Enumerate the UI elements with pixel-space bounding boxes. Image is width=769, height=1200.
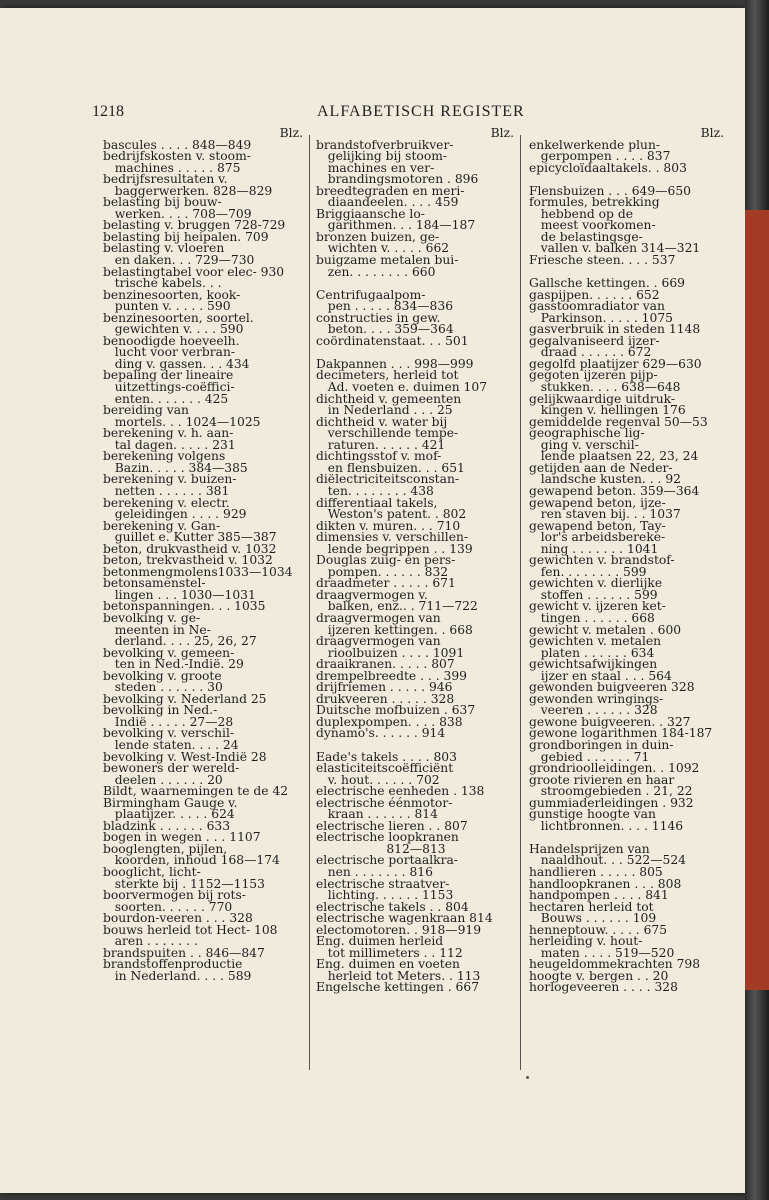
index-entry: electrische wagenkraan 814	[316, 911, 493, 926]
index-entry: duplexpompen. . . . 838	[316, 714, 463, 729]
index-entry: gerpompen . . . . 837	[529, 149, 671, 164]
index-entry: electrische éénmotor-	[316, 795, 453, 810]
index-entry: Parkinson. . . . . 1075	[529, 310, 673, 325]
index-entry: herleiding v. hout-	[529, 934, 643, 949]
index-entry: landsche kusten. . . 92	[529, 472, 682, 487]
index-entry: lende plaatsen 22, 23, 24	[529, 449, 699, 464]
index-entry: betonsamenstel-	[103, 576, 206, 591]
index-entry: dichtingsstof v. mof-	[316, 449, 442, 464]
index-entry: gaspijpen. . . . . . 652	[529, 287, 660, 302]
index-entry: Eade's takels . . . . 803	[316, 749, 457, 764]
index-entry: stukken. . . . 638—648	[529, 380, 681, 395]
index-entry: berekening v. buizen-	[103, 472, 237, 487]
index-entry: netten . . . . . . 381	[103, 483, 230, 498]
index-entry: dimensies v. verschillen-	[316, 530, 469, 545]
index-entry: bewoners der wereld-	[103, 761, 240, 776]
index-entry: differentiaal takels,	[316, 495, 438, 510]
index-entries	[316, 137, 514, 995]
index-entry: gegalvaniseerd ijzer-	[529, 333, 660, 348]
index-entry: gewone buigveeren. . 327	[529, 714, 691, 729]
index-entry: berekening v. h. aan-	[103, 426, 234, 441]
index-entry: bedrijfsresultaten v.	[103, 172, 228, 187]
index-entry: gewapend beton. 359—364	[529, 483, 700, 498]
index-column-2	[316, 128, 514, 994]
index-entry: benzinesoorten, kook-	[103, 287, 241, 302]
index-entry: draagvermogen van	[316, 610, 441, 625]
index-entry: guillet e. Kutter 385—387	[103, 530, 277, 545]
index-entry: betonmengmolens1033—1034	[103, 564, 293, 579]
index-entry: draadmeter . . . . . 671	[316, 576, 456, 591]
index-entry: in Nederland. . . . 589	[103, 968, 252, 983]
index-entry: epicycloïdaaltakels. . 803	[529, 160, 687, 175]
index-entry: draagvermogen v.	[316, 587, 428, 602]
index-entry: breedtegraden en meri-	[316, 183, 465, 198]
index-entries	[529, 137, 724, 995]
index-entry: decimeters, herleid tot	[316, 368, 459, 383]
column-divider	[520, 135, 521, 1070]
index-entry: ten in Ned.-Indië. 29	[103, 657, 244, 672]
index-entry: Bazin. . . . . 384—385	[103, 460, 248, 475]
index-entry: benzinesoorten, soortel.	[103, 310, 254, 325]
index-entry: diëlectriciteitsconstan-	[316, 472, 460, 487]
index-entry: bevolking v. Nederland 25	[103, 691, 267, 706]
index-entry: draad . . . . . . 672	[529, 345, 652, 360]
index-entry: handpompen . . . . 841	[529, 888, 669, 903]
index-entry: electrische takels . . 804	[316, 899, 469, 914]
index-entry: soorten. . . . . . 770	[103, 899, 233, 914]
index-entry: gewonden wringings-	[529, 691, 664, 706]
index-entry: gasstoomradiator van	[529, 299, 665, 314]
index-entry: hebbend op de	[529, 206, 633, 221]
index-entry: gebied . . . . . . 71	[529, 749, 650, 764]
index-entry: werken. . . . 708—709	[103, 206, 252, 221]
index-entry: stroomgebieden . 21, 22	[529, 784, 693, 799]
index-entry: meenten in Ne-	[103, 622, 211, 637]
index-entry: belastingtabel voor elec- 930	[103, 264, 285, 279]
index-entry: 812—813	[316, 841, 446, 856]
index-entry: pen . . . . . 834—836	[316, 299, 454, 314]
index-entry: bevolking v. groote	[103, 668, 222, 683]
index-entry: getijden aan de Neder-	[529, 460, 673, 475]
index-entry: ijzeren kettingen. . 668	[316, 622, 473, 637]
index-entry: en daken. . . 729—730	[103, 253, 255, 268]
index-entry: draaikranen. . . . . 807	[316, 657, 455, 672]
index-entry: benoodigde hoeveelh.	[103, 333, 240, 348]
page-header	[92, 103, 712, 123]
index-entry: boorvermogen bij rots-	[103, 888, 246, 903]
index-entry: booglengten, pijlen,	[103, 841, 228, 856]
page-title: ALFABETISCH REGISTER	[317, 103, 525, 120]
index-entry: Handelsprijzen van	[529, 841, 650, 856]
index-entry: Indië . . . . . 27—28	[103, 714, 234, 729]
index-entry: bourdon-veeren . . . 328	[103, 911, 253, 926]
index-entry: steden . . . . . . 30	[103, 680, 223, 695]
index-entry: machines en ver-	[316, 160, 435, 175]
index-entry: gewichten v. . . . 590	[103, 322, 244, 337]
index-entry: hoogte v. bergen . . 20	[529, 968, 669, 983]
index-entry: dynamo's. . . . . . 914	[316, 726, 446, 741]
index-entry: gewonden buigveeren 328	[529, 680, 695, 695]
index-entry: en flensbuizen. . . 651	[316, 460, 465, 475]
index-entry: gunstige hoogte van	[529, 807, 656, 822]
index-entry: verschillende tempe-	[316, 426, 459, 441]
index-entry: derland. . . . 25, 26, 27	[103, 634, 257, 649]
index-column-3	[529, 128, 724, 994]
index-entry: lichtbronnen. . . . 1146	[529, 818, 684, 833]
index-entry: lichting. . . . . . 1153	[316, 888, 454, 903]
index-entry: electomotoren. . 918—919	[316, 922, 482, 937]
index-entry: in Nederland . . . 25	[316, 403, 453, 418]
index-entry: ren staven bij. . . 1037	[529, 507, 681, 522]
index-entry: Duitsche mofbuizen . 637	[316, 703, 476, 718]
binding-tape	[745, 210, 769, 990]
index-entry: gemiddelde regenval 50—53	[529, 414, 708, 429]
index-entry: Bouws . . . . . . 109	[529, 911, 657, 926]
index-entry: wichten v. . . . . 662	[316, 241, 450, 256]
index-entry: gelijking bij stoom-	[316, 149, 448, 164]
index-entry: belasting v. bruggen 728-729	[103, 218, 286, 233]
index-entry: rioolbuizen . . . . 1091	[316, 645, 465, 660]
index-entry: gewapend beton, Tay-	[529, 518, 666, 533]
index-entry: Weston's patent. . 802	[316, 507, 467, 522]
index-entry: mortels. . . 1024—1025	[103, 414, 261, 429]
index-entry: buigzame metalen bui-	[316, 253, 459, 268]
index-entry: raturen. . . . . . 421	[316, 437, 446, 452]
index-entry: geographische lig-	[529, 426, 645, 441]
index-entry: booglicht, licht-	[103, 865, 201, 879]
index-entry: berekening volgens	[103, 449, 226, 464]
index-entry: bascules . . . . 848—849	[103, 137, 252, 152]
index-entry: koorden, inhoud 168—174	[103, 853, 280, 868]
index-entry: beton, drukvastheid v. 1032	[103, 541, 277, 556]
index-entry: Eng. duimen en voeten	[316, 957, 460, 972]
index-entry: balken, enz.. . 711—722	[316, 599, 478, 614]
index-entry: gewicht v. ijzeren ket-	[529, 599, 666, 614]
index-entry: gewapend beton, ijze-	[529, 495, 666, 510]
index-entry: pompen. . . . . . 832	[316, 564, 449, 579]
index-entry: enten. . . . . . . 425	[103, 391, 229, 406]
index-entry: kingen v. hellingen 176	[529, 403, 686, 418]
index-entry: drukveeren . . . . . 328	[316, 691, 455, 706]
index-entry: lende begrippen . . 139	[316, 541, 473, 556]
index-entry: uitzettings-coëffici-	[103, 380, 235, 395]
index-entry: coördinatenstaat. . . 501	[316, 333, 469, 348]
index-entry: lende staten. . . . 24	[103, 737, 239, 752]
blz-heading: Blz.	[279, 126, 303, 140]
index-entry: fen. . . . . . . . 599	[529, 564, 647, 579]
index-entry: Friesche steen. . . . 537	[529, 253, 676, 268]
index-entry: plaatijzer. . . . . 624	[103, 807, 235, 822]
index-entry: electrische straatver-	[316, 876, 450, 891]
index-entry: draagvermogen van	[316, 634, 441, 649]
index-entry: bedrijfskosten v. stoom-	[103, 149, 251, 164]
index-entry: bogen in wegen . . . 1107	[103, 830, 261, 845]
index-entry: bevolking v. ge-	[103, 610, 201, 625]
index-entry: gewichten v. dierlijke	[529, 576, 663, 591]
index-entry: dichtheid v. gemeenten	[316, 391, 462, 406]
index-entry: diaandeelen. . . . 459	[316, 195, 459, 210]
index-entry: enkelwerkende plun-	[529, 137, 661, 152]
index-entry: meest voorkomen-	[529, 218, 656, 233]
index-entries	[103, 137, 303, 983]
index-entry: elasticiteitscoëfficiënt	[316, 761, 454, 776]
index-entry: zen. . . . . . . . 660	[316, 264, 436, 279]
index-entry: Engelsche kettingen . 667	[316, 980, 480, 995]
index-entry: nen . . . . . . . 816	[316, 865, 433, 879]
ink-speck	[526, 1076, 529, 1079]
index-entry: beton, trekvastheid v. 1032	[103, 553, 273, 568]
index-entry: vallen v. balken 314—321	[529, 241, 701, 256]
index-entry: platen . . . . . . 634	[529, 645, 655, 660]
index-entry: bevolking v. verschil-	[103, 726, 235, 741]
index-entry: gegoten ijzeren pijp-	[529, 368, 658, 383]
index-entry: lor's arbeidsbereke-	[529, 530, 666, 545]
index-entry: belasting v. vloeren	[103, 241, 225, 256]
index-entry: maten . . . . 519—520	[529, 945, 675, 960]
index-entry: gewone logarithmen 184-187	[529, 726, 713, 741]
index-entry: lingen . . . 1030—1031	[103, 587, 256, 602]
index-entry: electrische lieren . . 807	[316, 818, 468, 833]
index-entry: kraan . . . . . . 814	[316, 807, 438, 822]
index-entry: tot millimeters . . 112	[316, 945, 463, 960]
index-entry: bereiding van	[103, 403, 189, 418]
index-entry: berekening v. electr.	[103, 495, 230, 510]
index-entry: tingen . . . . . . 668	[529, 610, 655, 625]
index-entry: gewicht v. metalen . 600	[529, 622, 682, 637]
index-entry: drijfriemen . . . . . 946	[316, 680, 453, 695]
index-entry: deelen . . . . . . 20	[103, 772, 223, 787]
index-entry: formules, betrekking	[529, 195, 660, 210]
index-entry: geleidingen . . . . 929	[103, 507, 247, 522]
index-entry: bevolking in Ned.-	[103, 703, 218, 718]
index-entry: drempelbreedte . . . 399	[316, 668, 467, 683]
index-entry: electrische loopkranen	[316, 830, 459, 845]
index-entry: brandstofverbruikver-	[316, 137, 454, 152]
index-entry: electrische eenheden . 138	[316, 784, 485, 799]
index-entry: bouws herleid tot Hect- 108	[103, 922, 278, 937]
index-entry: v. hout. . . . . . 702	[316, 772, 440, 787]
index-entry: veeren . . . . . . 328	[529, 703, 658, 718]
index-entry: tal dagen. . . . . 231	[103, 437, 236, 452]
index-entry: Flensbuizen . . . 649—650	[529, 183, 691, 198]
index-entry: constructies in gew.	[316, 310, 441, 325]
index-entry: gummiaderleidingen . 932	[529, 795, 694, 810]
index-entry: ten. . . . . . . . 438	[316, 483, 434, 498]
index-entry: Bildt, waarnemingen te de 42	[103, 784, 289, 799]
index-entry: bladzink . . . . . . 633	[103, 818, 231, 833]
index-entry: ding v. gassen. . . 434	[103, 356, 250, 371]
index-entry: belasting bij bouw-	[103, 195, 222, 210]
index-entry: stoffen . . . . . . 599	[529, 587, 658, 602]
index-entry: hectaren herleid tot	[529, 899, 654, 914]
index-entry: groote rivieren en haar	[529, 772, 675, 787]
index-entry: baggerwerken. 828—829	[103, 183, 273, 198]
index-entry: Ad. voeten e. duimen 107	[316, 380, 488, 395]
index-entry: punten v. . . . . 590	[103, 299, 231, 314]
index-entry: Briggiaansche lo-	[316, 206, 425, 221]
index-entry: gegolfd plaatijzer 629—630	[529, 356, 702, 371]
page-number: 1218	[92, 103, 124, 120]
blz-heading: Blz.	[490, 126, 514, 140]
index-entry: beton. . . . 359—364	[316, 322, 454, 337]
index-entry: aren . . . . . . .	[103, 934, 198, 949]
index-entry: ning . . . . . . . 1041	[529, 541, 659, 556]
index-entry: lucht voor verbran-	[103, 345, 236, 360]
index-entry: bevolking v. gemeen-	[103, 645, 235, 660]
index-entry: berekening v. Gan-	[103, 518, 221, 533]
index-entry: Dakpannen . . . 998—999	[316, 356, 474, 371]
index-entry: bronzen buizen, ge-	[316, 229, 440, 244]
index-entry: betonspanningen. . . 1035	[103, 599, 266, 614]
index-entry: herleid tot Meters. . 113	[316, 968, 481, 983]
index-entry: gewichtsafwijkingen	[529, 657, 658, 672]
column-divider	[309, 135, 310, 1070]
index-entry: bepaling der lineaire	[103, 368, 234, 383]
index-entry: henneptouw. . . . . 675	[529, 922, 668, 937]
index-entry: gewichten v. metalen	[529, 634, 662, 649]
blz-heading: Blz.	[700, 126, 724, 140]
index-entry: sterkte bij . 1152—1153	[103, 876, 265, 891]
index-entry: grondrioolleidingen. . 1092	[529, 761, 700, 776]
index-entry: Birmingham Gauge v.	[103, 795, 238, 810]
index-entry: gasverbruik in steden 1148	[529, 322, 701, 337]
index-entry: Centrifugaalpom-	[316, 287, 426, 302]
index-column-1	[103, 128, 303, 982]
index-entry: electrische portaalkra-	[316, 853, 458, 868]
index-entry: de belastingsge-	[529, 229, 643, 244]
index-entry: ging v. verschil-	[529, 437, 639, 452]
index-entry: naaldhout. . . 522—524	[529, 853, 686, 868]
index-entry: brandstoffenproductie	[103, 957, 243, 972]
index-entry: trische kabels. . .	[103, 276, 222, 291]
index-entry: horlogeveeren . . . . 328	[529, 980, 678, 995]
index-entry: handlieren . . . . . 805	[529, 865, 663, 879]
index-entry: machines . . . . . 875	[103, 160, 241, 175]
index-entry: Eng. duimen herleid	[316, 934, 444, 949]
index-entry: Douglas zuig- en pers-	[316, 553, 456, 568]
index-entry: belasting bij heipalen. 709	[103, 229, 269, 244]
index-entry: gelijkwaardige uitdruk-	[529, 391, 676, 406]
index-entry: grondboringen in duin-	[529, 737, 674, 752]
index-entry: garithmen. . . 184—187	[316, 218, 476, 233]
index-entry: dichtheid v. water bij	[316, 414, 448, 429]
index-entry: brandingsmotoren . 896	[316, 172, 479, 187]
index-entry: handloopkranen . . . 808	[529, 876, 682, 891]
index-entry: gewichten v. brandstof-	[529, 553, 675, 568]
index-entry: bevolking v. West-Indië 28	[103, 749, 267, 764]
index-entry: brandspuiten . . 846—847	[103, 945, 265, 960]
index-entry: dikten v. muren. . . 710	[316, 518, 461, 533]
index-entry: heugeldommekrachten 798	[529, 957, 701, 972]
index-entry: Gallsche kettingen. . 669	[529, 276, 685, 291]
index-entry: ijzer en staal . . . 564	[529, 668, 672, 683]
